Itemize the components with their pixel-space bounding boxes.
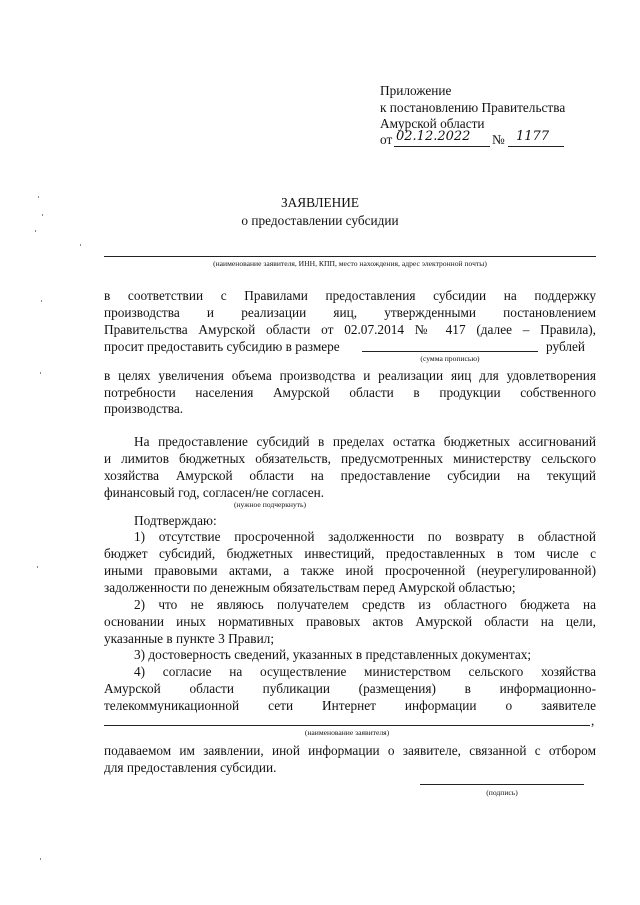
date-underline [394, 146, 490, 147]
para1-line6: потребности населения Амурской области в продукции собственного [104, 385, 596, 400]
header-number-label: № [492, 132, 505, 147]
signature-line [420, 784, 584, 785]
para1-line1: в соответствии с Правилами предоставления субсидии на поддержку [104, 288, 596, 303]
confirm-item1-line1: 1) отсутствие просроченной задолженности по возврату в областной [134, 529, 596, 544]
para1-line4-prefix: просит предоставить субсидию в размере [104, 339, 340, 354]
header-number-handwritten: 1177 [516, 129, 550, 144]
confirm-item1-line3: иными правовыми актами, а также иной просроченной (неурегулированной) [104, 563, 596, 578]
sum-line [362, 351, 538, 352]
confirm-item2-line3: указанные в пункте 3 Правил; [104, 631, 275, 646]
para1-line3: Правительства Амурской области от 02.07.2014 № 417 (далее – Правила), [104, 322, 596, 337]
para1-line5: в целях увеличения объема производства и реализации яиц для удовлетворения [104, 368, 596, 383]
confirm-item4-line2: Амурской области публикации (размещения) в информационно- [104, 681, 596, 696]
scan-speck [41, 300, 42, 302]
confirm-item1-line4: задолженности по денежным обязательствам перед Амурской областью; [104, 580, 516, 595]
scan-speck [42, 214, 43, 216]
document-title: ЗАЯВЛЕНИЕ [281, 195, 359, 210]
confirm-item3: 3) достоверность сведений, указанных в представленных документах; [134, 647, 532, 662]
confirm-heading: Подтверждаю: [134, 513, 217, 528]
scan-speck [37, 566, 38, 568]
applicant-name-comma: , [591, 713, 595, 728]
para2-line4: финансовый год, согласен/не согласен. [104, 485, 325, 500]
scan-speck [35, 230, 36, 232]
sum-caption: (сумма прописью) [420, 354, 480, 363]
header-date-handwritten: 02.12.2022 [396, 129, 471, 144]
para2-line1: На предоставление субсидий в пределах остатка бюджетных ассигнований [134, 434, 596, 449]
applicant-line [104, 256, 596, 257]
confirm-item1-line2: бюджет субсидий, бюджетных инвестиций, предоставленных в том числе с [104, 546, 596, 561]
confirm-item4-line5: для предоставления субсидии. [104, 760, 277, 775]
para1-line4-suffix: рублей [546, 339, 586, 354]
scan-speck [38, 196, 39, 198]
applicant-caption: (наименование заявителя, ИНН, КПП, место нахождения, адрес электронной почты) [213, 259, 487, 268]
para1-line7: производства. [104, 401, 184, 416]
para2-line3: хозяйства Амурской области на предоставление субсидии на текущий [104, 468, 596, 483]
para1-line2: производства и реализации яиц, утвержденными постановлением [104, 305, 596, 320]
header-line-1: Приложение [380, 83, 452, 98]
confirm-item2-line2: основании иных нормативных правовых актов Амурской области на цели, [104, 614, 596, 629]
applicant-name-line [104, 725, 590, 726]
scan-speck [80, 244, 81, 246]
header-line-3: Амурской области [380, 116, 485, 131]
header-from-label: от [380, 132, 393, 147]
confirm-item4-line4: подаваемом им заявлении, иной информации о заявителе, связанной с отбором [104, 743, 596, 758]
scan-speck [40, 858, 41, 860]
applicant-name-caption: (наименование заявителя) [304, 728, 390, 737]
number-underline [508, 146, 564, 147]
confirm-item2-line1: 2) что не являюсь получателем средств из областного бюджета на [134, 597, 596, 612]
confirm-item4-line3: телекоммуникационной сети Интернет информации о заявителе [104, 698, 596, 713]
header-line-2: к постановлению Правительства [380, 100, 566, 115]
signature-caption: (подпись) [486, 788, 518, 797]
para2-line2: и лимитов бюджетных обязательств, предусмотренных министерству сельского [104, 451, 596, 466]
para2-caption: (нужное подчеркнуть) [233, 500, 307, 509]
document-subtitle: о предоставлении субсидии [241, 213, 399, 228]
scan-speck [40, 372, 41, 374]
confirm-item4-line1: 4) согласие на осуществление министерством сельского хозяйства [134, 664, 596, 679]
